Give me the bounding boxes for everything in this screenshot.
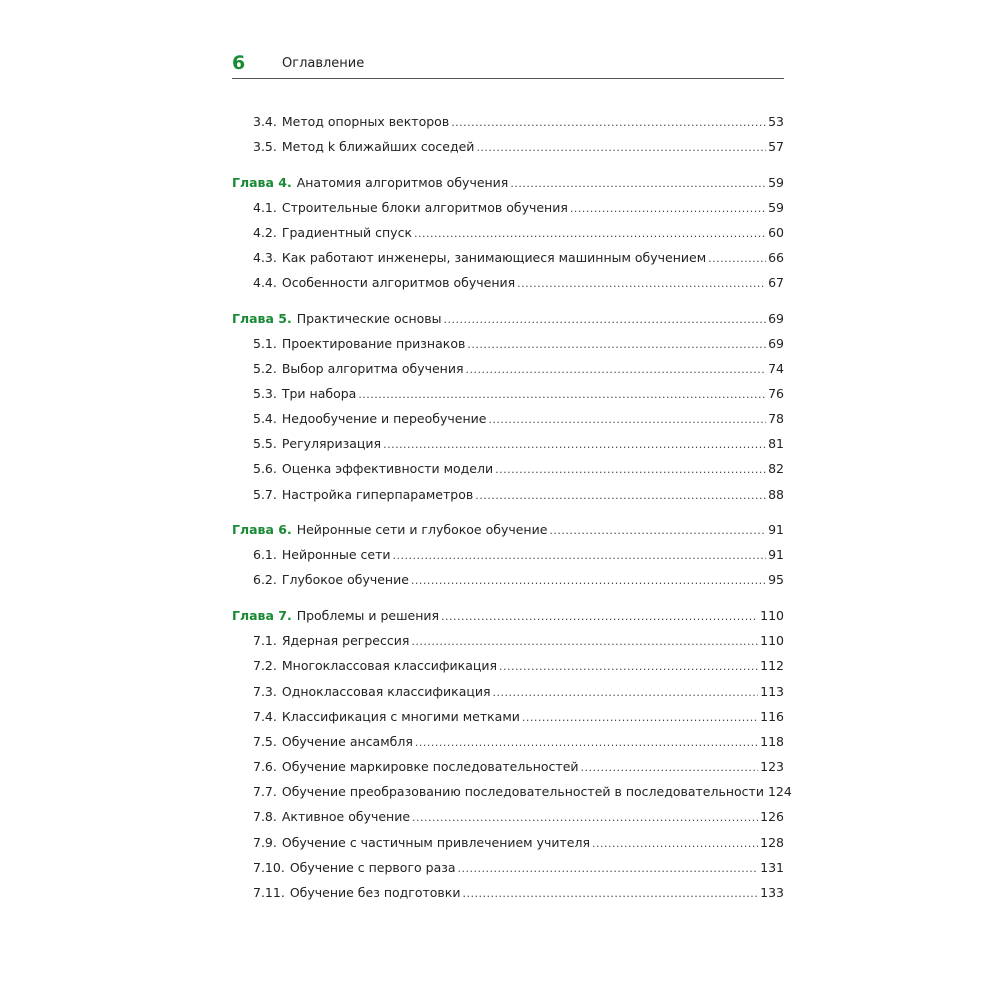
dot-leader [476, 138, 766, 158]
entry-title: Обучение ансамбля [281, 734, 413, 749]
entry-title: Строительные блоки алгоритмов обучения [281, 200, 568, 215]
toc-entry[interactable] [253, 545, 784, 565]
page-ref: 57 [768, 139, 784, 154]
entry-title: Многоклассовая классификация [281, 658, 498, 673]
section-number: 5.7. [253, 487, 277, 502]
dot-leader [465, 360, 766, 380]
section-number: 7.10. [253, 860, 285, 875]
page-ref: 91 [768, 547, 784, 562]
toc-entry[interactable] [253, 757, 784, 777]
toc-chapter-entry[interactable] [232, 520, 784, 540]
dot-leader [451, 113, 766, 133]
entry-title: Регуляризация [281, 436, 382, 451]
toc-entry[interactable] [253, 570, 784, 590]
page-ref: 66 [768, 250, 784, 265]
section-number: 5.4. [253, 411, 277, 426]
toc-entry[interactable] [253, 631, 784, 651]
page-ref: 69 [768, 311, 784, 326]
entry-title: Практические основы [296, 311, 442, 326]
dot-leader [475, 486, 766, 506]
page-header [232, 50, 784, 79]
dot-leader [549, 521, 766, 541]
dot-leader [393, 546, 767, 566]
section-number: 5.6. [253, 461, 277, 476]
dot-leader [570, 199, 766, 219]
dot-leader [383, 435, 766, 455]
page-ref: 78 [768, 411, 784, 426]
section-number: 4.4. [253, 275, 277, 290]
dot-leader [517, 274, 766, 294]
page-ref: 128 [760, 835, 784, 850]
entry-title: Обучение с первого раза [289, 860, 456, 875]
page-ref: 116 [760, 709, 784, 724]
entry-title: Глубокое обучение [281, 572, 409, 587]
toc-entry[interactable] [253, 359, 784, 379]
section-number: 7.7. [253, 784, 277, 799]
page-ref: 113 [760, 684, 784, 699]
toc-entry[interactable] [253, 807, 784, 827]
section-number: 7.8. [253, 809, 277, 824]
page-ref: 126 [760, 809, 784, 824]
section-number: 5.1. [253, 336, 277, 351]
page-ref: 53 [768, 114, 784, 129]
dot-leader [415, 733, 758, 753]
page-ref: 110 [760, 608, 784, 623]
dot-leader [708, 249, 766, 269]
toc-entry[interactable] [253, 112, 784, 132]
section-number: 7.1. [253, 633, 277, 648]
chapter-label: Глава 6. [232, 522, 292, 537]
dot-leader [499, 657, 758, 677]
page-ref: 131 [760, 860, 784, 875]
page-ref: 118 [760, 734, 784, 749]
section-number: 7.6. [253, 759, 277, 774]
page-ref: 69 [768, 336, 784, 351]
section-number: 5.3. [253, 386, 277, 401]
dot-leader [522, 708, 758, 728]
entry-title: Как работают инженеры, занимающиеся машинным обучением [281, 250, 707, 265]
entry-title: Нейронные сети и глубокое обучение [296, 522, 548, 537]
page-ref: 67 [768, 275, 784, 290]
toc-chapter-entry[interactable] [232, 173, 784, 193]
section-number: 7.5. [253, 734, 277, 749]
toc-entry[interactable] [253, 409, 784, 429]
toc-entry[interactable] [253, 334, 784, 354]
entry-title: Три набора [281, 386, 357, 401]
page-ref: 81 [768, 436, 784, 451]
dot-leader [510, 174, 766, 194]
toc-entry[interactable] [253, 858, 784, 878]
toc-entry[interactable] [253, 782, 792, 802]
page-ref: 110 [760, 633, 784, 648]
toc-entry[interactable] [253, 707, 784, 727]
toc-entry[interactable] [253, 656, 784, 676]
toc-entry[interactable] [253, 223, 784, 243]
section-number: 4.3. [253, 250, 277, 265]
dot-leader [493, 683, 759, 703]
entry-title: Анатомия алгоритмов обучения [296, 175, 509, 190]
section-number: 7.2. [253, 658, 277, 673]
dot-leader [488, 410, 766, 430]
section-number: 4.2. [253, 225, 277, 240]
dot-leader [495, 460, 766, 480]
page-ref: 82 [768, 461, 784, 476]
chapter-label: Глава 4. [232, 175, 292, 190]
toc-entry[interactable] [253, 273, 784, 293]
entry-title: Классификация с многими метками [281, 709, 520, 724]
entry-title: Ядерная регрессия [281, 633, 410, 648]
entry-title: Метод опорных векторов [281, 114, 450, 129]
page-ref: 133 [760, 885, 784, 900]
entry-title: Проектирование признаков [281, 336, 466, 351]
toc-entry[interactable] [253, 137, 784, 157]
dot-leader [358, 385, 766, 405]
entry-title: Недообучение и переобучение [281, 411, 487, 426]
entry-title: Обучение с частичным привлечением учителя [281, 835, 590, 850]
toc-entry[interactable] [253, 198, 784, 218]
page-number: 6 [232, 52, 246, 74]
dot-leader [444, 310, 767, 330]
entry-title: Градиентный спуск [281, 225, 412, 240]
entry-title: Одноклассовая классификация [281, 684, 491, 699]
toc-entry[interactable] [253, 682, 784, 702]
entry-title: Обучение преобразованию последовательностей в последовательности [281, 784, 764, 799]
dot-leader [414, 224, 766, 244]
section-number: 3.4. [253, 114, 277, 129]
section-number: 5.5. [253, 436, 277, 451]
page-ref: 124 [767, 784, 792, 799]
entry-title: Настройка гиперпараметров [281, 487, 474, 502]
entry-title: Обучение маркировке последовательностей [281, 759, 579, 774]
running-title: Оглавление [282, 56, 365, 71]
page-ref: 112 [760, 658, 784, 673]
toc-chapter-entry[interactable] [232, 606, 784, 626]
section-number: 6.1. [253, 547, 277, 562]
entry-title: Оценка эффективности модели [281, 461, 494, 476]
page-ref: 88 [768, 487, 784, 502]
toc-entry[interactable] [253, 833, 784, 853]
dot-leader [462, 884, 758, 904]
dot-leader [412, 808, 758, 828]
entry-title: Проблемы и решения [296, 608, 440, 623]
toc-entry[interactable] [253, 732, 784, 752]
dot-leader [592, 834, 758, 854]
page-ref: 59 [768, 200, 784, 215]
page-ref: 91 [768, 522, 784, 537]
page-ref: 60 [768, 225, 784, 240]
toc-entry[interactable] [253, 434, 784, 454]
page-ref: 95 [768, 572, 784, 587]
toc-entry[interactable] [253, 384, 784, 404]
entry-title: Метод k ближайших соседей [281, 139, 475, 154]
entry-title: Особенности алгоритмов обучения [281, 275, 516, 290]
toc-entry[interactable] [253, 883, 784, 903]
section-number: 7.11. [253, 885, 285, 900]
dot-leader [458, 859, 759, 879]
dot-leader [581, 758, 759, 778]
page-ref: 74 [768, 361, 784, 376]
dot-leader [441, 607, 758, 627]
entry-title: Нейронные сети [281, 547, 391, 562]
toc-chapter-entry[interactable] [232, 309, 784, 329]
section-number: 4.1. [253, 200, 277, 215]
dot-leader [467, 335, 766, 355]
section-number: 3.5. [253, 139, 277, 154]
entry-title: Выбор алгоритма обучения [281, 361, 464, 376]
toc-entry[interactable] [253, 485, 784, 505]
chapter-label: Глава 7. [232, 608, 292, 623]
section-number: 5.2. [253, 361, 277, 376]
chapter-label: Глава 5. [232, 311, 292, 326]
toc-entry[interactable] [253, 248, 784, 268]
entry-title: Обучение без подготовки [289, 885, 461, 900]
page-ref: 123 [760, 759, 784, 774]
section-number: 6.2. [253, 572, 277, 587]
toc-entry[interactable] [253, 459, 784, 479]
section-number: 7.9. [253, 835, 277, 850]
section-number: 7.4. [253, 709, 277, 724]
section-number: 7.3. [253, 684, 277, 699]
page-ref: 59 [768, 175, 784, 190]
dot-leader [411, 632, 758, 652]
entry-title: Активное обучение [281, 809, 411, 824]
dot-leader [411, 571, 766, 591]
page-ref: 76 [768, 386, 784, 401]
